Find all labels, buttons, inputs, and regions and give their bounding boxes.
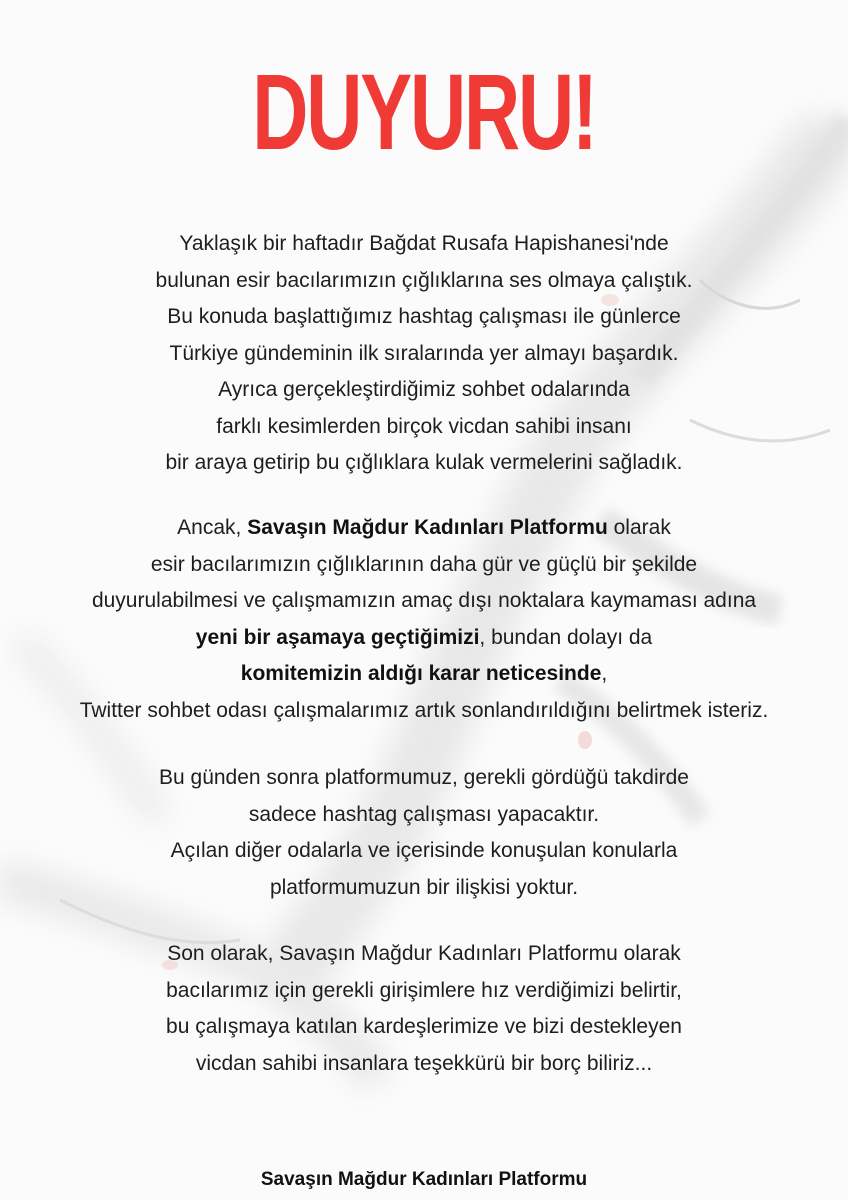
paragraph-3-line-3: Açılan diğer odalarla ve içerisinde konuşulan konularla xyxy=(170,839,678,862)
paragraph-3-line-2: sadece hashtag çalışması yapacaktır. xyxy=(248,802,600,826)
paragraph-2-line-4-suffix: , bundan dolayı da xyxy=(479,625,653,649)
paragraph-1-line-5: Ayrıca gerçekleştirdiğimiz sohbet odalarında xyxy=(218,378,630,401)
paragraph-2-line-3: duyurulabilmesi ve çalışmamızın amaç dışı noktalara kaymaması adına xyxy=(91,589,757,612)
paragraph-2-line-6: Twitter sohbet odası çalışmalarımız artık sonlandırıldığını belirtmek isteriz. xyxy=(79,698,769,722)
paragraph-2-line-1-suffix: olarak xyxy=(607,516,671,539)
paragraph-1-line-3: Bu konuda başlattığımız hashtag çalışması ile günlerce xyxy=(167,305,681,328)
paragraph-3-line-4: platformumuzun bir ilişkisi yoktur. xyxy=(269,875,579,899)
paragraph-4-line-4: vicdan sahibi insanlara teşekkürü bir borç biliriz... xyxy=(195,1051,653,1075)
paragraph-2-line-1-prefix: Ancak, xyxy=(177,516,248,539)
paragraph-1-line-7: bir araya getirip bu çığlıklara kulak vermelerini sağladık. xyxy=(165,451,683,474)
paragraph-2-line-5 xyxy=(0,656,848,693)
paragraph-1-line-1: Yaklaşık bir haftadır Bağdat Rusafa Hapishanesi'nde xyxy=(179,232,669,255)
paragraph-4-line-3: bu çalışmaya katılan kardeşlerimize ve bizi destekleyen xyxy=(166,1015,682,1038)
paragraph-3-line-1: Bu günden sonra platformumuz, gerekli gördüğü takdirde xyxy=(159,766,689,789)
announcement-paragraph-4 xyxy=(0,936,848,1082)
signature: Savaşın Mağdur Kadınları Platformu xyxy=(260,1169,588,1190)
paragraph-2-line-2: esir bacılarımızın çığlıklarının daha gür ve güçlü bir şekilde xyxy=(150,552,698,576)
announcement-title: DUYURU! xyxy=(252,51,596,172)
paragraph-1-line-4: Türkiye gündeminin ilk sıralarında yer almayı başardık. xyxy=(169,341,679,365)
paragraph-1-line-6: farklı kesimlerden birçok vicdan sahibi insanı xyxy=(216,414,632,438)
announcement-paragraph-3 xyxy=(0,760,848,906)
paragraph-4-line-2: bacılarımız için gerekli girişimlere hız verdiğimizi belirtir, xyxy=(166,978,682,1002)
paragraph-1-line-2: bulunan esir bacılarımızın çığlıklarına ses olmaya çalıştık. xyxy=(155,268,693,292)
paragraph-2-line-1 xyxy=(0,510,848,547)
platform-name-emphasis: Savaşın Mağdur Kadınları Platformu xyxy=(247,516,608,539)
announcement-paragraph-1 xyxy=(0,226,848,482)
paragraph-2-line-5-suffix: , xyxy=(601,662,608,685)
paragraph-2-line-4 xyxy=(0,620,848,657)
paragraph-4-line-1: Son olarak, Savaşın Mağdur Kadınları Platformu olarak xyxy=(167,942,681,965)
announcement-paragraph-2 xyxy=(0,510,848,729)
committee-decision-emphasis: komitemizin aldığı karar neticesinde xyxy=(240,662,602,685)
new-phase-emphasis: yeni bir aşamaya geçtiğimizi xyxy=(195,625,480,649)
